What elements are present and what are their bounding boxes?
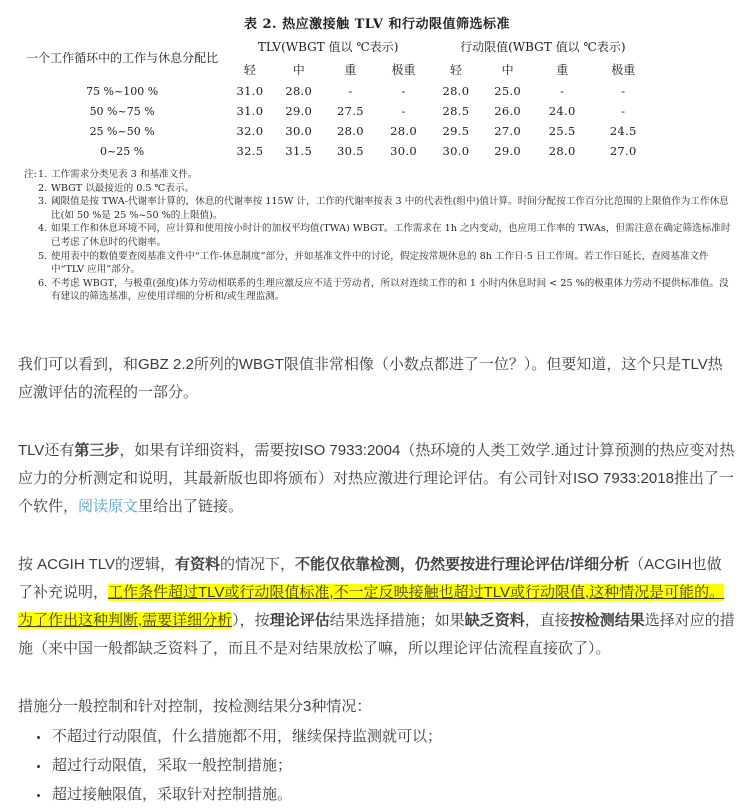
subheader-heavy-al: 重 <box>556 63 569 77</box>
para-overview <box>18 351 736 407</box>
measures-list <box>18 723 736 809</box>
subheader-moderate: 中 <box>292 63 305 77</box>
para-third-step <box>18 437 736 521</box>
table-cell: - <box>348 84 353 98</box>
table-spacer <box>656 35 736 81</box>
table-cell: 25.0 <box>494 84 522 98</box>
table-cell: 30.5 <box>337 144 364 158</box>
list-item: • 不超过行动限值，什么措施都不用，继续保持监测就可以； <box>50 723 736 751</box>
subheader-moderate-al: 中 <box>501 63 514 77</box>
table-cell: 32.0 <box>236 124 264 138</box>
text-run: 的情况下， <box>219 555 295 573</box>
table-cell: 31.0 <box>236 84 264 98</box>
table-group-header-row <box>18 35 736 58</box>
text-run: 措施分一般控制和针对控制，按检测结果分3种情况： <box>18 697 372 715</box>
subheader-light: 轻 <box>243 63 256 77</box>
table-cell: 29.0 <box>494 144 522 158</box>
table-cell: 28.0 <box>390 124 417 138</box>
table-cell: 26.0 <box>494 104 522 118</box>
tlv-screening-table <box>18 35 736 161</box>
subheader-very-heavy: 极重 <box>391 63 416 77</box>
table-cell: - <box>401 104 406 118</box>
table-note: 1. 工作需求分类见表 3 和基准文件。 <box>38 169 198 180</box>
text-run: 第三步 <box>74 441 120 459</box>
standards-table-image <box>18 0 736 304</box>
table-row <box>18 81 736 101</box>
table-cell: 27.5 <box>337 104 364 118</box>
table-cell: 28.0 <box>285 84 313 98</box>
text-run: 结果选择措施；如果 <box>329 611 465 629</box>
table-cell: 30.0 <box>390 144 417 158</box>
row-label: 75 %~100 % <box>86 84 159 98</box>
table-cell: 30.0 <box>442 144 470 158</box>
table-cell: - <box>401 84 406 98</box>
text-run: ，直接 <box>524 611 570 629</box>
table-cell: 29.0 <box>285 104 313 118</box>
table-cell: - <box>621 84 626 98</box>
text-run: 不能仅依靠检测，仍然要按进行理论评估/详细分析 <box>295 555 630 573</box>
table-row <box>18 101 736 121</box>
group-header-tlv: TLV(WBGT 值以 ℃表示) <box>257 40 399 54</box>
table-cell: 28.0 <box>548 144 576 158</box>
table-cell: - <box>560 84 565 98</box>
table-row <box>18 141 736 161</box>
para-acgih-logic <box>18 551 736 663</box>
table-cell: 28.0 <box>442 84 470 98</box>
table-cell: 27.0 <box>494 124 522 138</box>
row-label: 25 %~50 % <box>89 124 155 138</box>
list-item: • 超过接触限值，采取针对控制措施。 <box>50 781 736 809</box>
table-note: 6. 不考虑 WBGT，与极重(强度)体力劳动相联系的生理应激反应不适于劳动者，所以对连续工作的和 1 小时内休息时间 < 25 %的极重体力劳动不提供标准值。没有建议的筛选基准，应使用详细的分析和/或生理监测。 <box>38 277 729 303</box>
table-notes <box>24 168 736 304</box>
row-label: 0~25 % <box>100 144 145 158</box>
table-row <box>18 121 736 141</box>
subheader-very-heavy-al: 极重 <box>611 63 636 77</box>
table-cell: 31.5 <box>285 144 313 158</box>
table-cell: 31.0 <box>236 104 264 118</box>
table-cell: 28.5 <box>442 104 470 118</box>
text-run: TLV还有 <box>18 441 75 459</box>
text-run: 里给出了链接。 <box>138 497 244 515</box>
table-cell: 28.0 <box>337 124 364 138</box>
text-run: 按检测结果 <box>569 611 645 629</box>
table-cell: 24.0 <box>548 104 576 118</box>
notes-label: 注: <box>24 169 37 180</box>
group-header-action-limit: 行动限值(WBGT 值以 ℃表示) <box>460 40 626 54</box>
text-run: ，如果有详细资料，需要按ISO 7933:2004（热环境的人类工效学.通过计算预测的热应变对热应力的分析测定和说明，其最新版也即将颁布）对热应激进行理论评估。有公司针对ISO 7933:2018推出了一个软件， <box>18 441 735 515</box>
list-item: • 超过行动限值，采取一般控制措施； <box>50 752 736 780</box>
read-original-link[interactable]: 阅读原文 <box>78 497 139 515</box>
table-cell: 29.5 <box>442 124 470 138</box>
table-title: 表 2. 热应激接触 TLV 和行动限值筛选标准 <box>243 17 511 32</box>
table-cell: 32.5 <box>236 144 264 158</box>
table-cell: 25.5 <box>548 124 576 138</box>
table-row-header: 一个工作循环中的工作与休息分配比 <box>26 50 219 65</box>
table-cell: 30.0 <box>285 124 313 138</box>
table-cell: - <box>621 104 626 118</box>
para-measures-intro <box>18 693 736 721</box>
text-run: 我们可以看到，和GBZ 2.2所列的WBGT限值非常相像（小数点都进了一位？）。但要知道，这个只是TLV热应激评估的流程的一部分。 <box>18 355 723 401</box>
text-run: 理论评估 <box>269 611 330 629</box>
table-cell: 27.0 <box>609 144 637 158</box>
row-label: 50 %~75 % <box>89 104 155 118</box>
text-run: ），按 <box>232 611 270 629</box>
table-note: 5. 使用表中的数值要查阅基准文件中“工作-休息制度”部分，并如基准文件中的讨论，假定按常规休息的 8h 工作日·5 日工作周。若工作日延长，查阅基准文件中“TLV 应用”部分。 <box>38 250 709 276</box>
table-cell: 24.5 <box>609 124 637 138</box>
text-run: 有资料 <box>174 555 220 573</box>
table-note: 4. 如果工作和休息环境不同，应计算和使用按小时计的加权平均值(TWA) WBGT。工作需求在 1h 之内变动，也应用工作率的 TWAs，但需注意在确定筛选标准时已考虑了休息时的代谢率。 <box>38 223 731 248</box>
text-run: 缺乏资料 <box>464 611 525 629</box>
article-body <box>18 351 736 809</box>
subheader-light-al: 轻 <box>449 63 462 77</box>
text-run: 选择对应的措施（来中国一般都缺乏资料了，而且不是对结果放松了嘛，所以理论评估流程直接砍了）。 <box>18 611 735 657</box>
table-note: 3. 阈限值是按 TWA-代谢率计算的，休息的代谢率按 115W 计，工作的代谢率按表 3 中的代表性(组中)值计算。时间分配按工作百分比范围的上限值作为工作休息比(如 50 %是 25 %~50 %的上限值)。 <box>38 196 729 221</box>
text-run: 工作条件超过TLV或行动限值标准,不一定反映接触也超过TLV或行动限值,这种情况是可能的。为了作出这种判断,需要详细分析 <box>18 583 725 629</box>
table-note: 2. WBGT 以最接近的 0.5 ℃表示。 <box>38 182 195 194</box>
text-run: （ACGIH也做了补充说明， <box>18 555 722 601</box>
text-run: 按 ACGIH TLV的逻辑， <box>18 555 175 573</box>
subheader-heavy: 重 <box>344 63 357 77</box>
